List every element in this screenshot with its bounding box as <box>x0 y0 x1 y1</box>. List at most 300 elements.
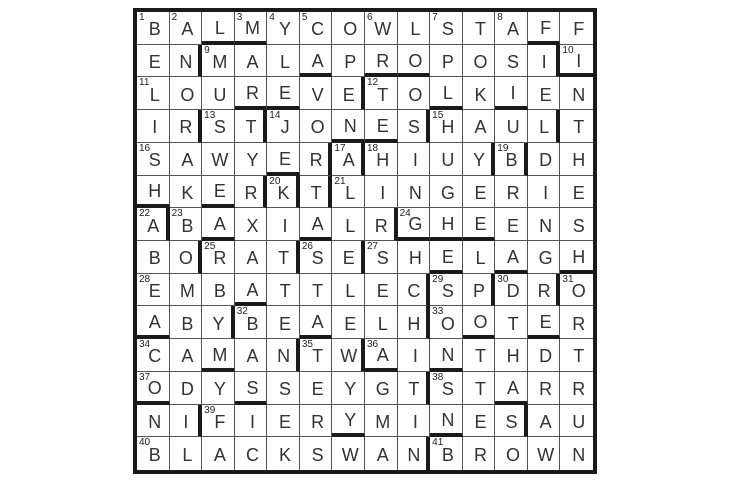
cell-letter: T <box>278 248 290 269</box>
grid-cell <box>300 306 333 339</box>
grid-cell <box>137 405 170 438</box>
grid-cell <box>332 306 365 339</box>
cell-letter: Y <box>246 150 259 171</box>
grid-cell <box>332 405 365 438</box>
grid-cell <box>365 176 398 209</box>
cell-letter: N <box>407 445 421 466</box>
cell-letter: A <box>148 312 161 333</box>
grid-cell <box>495 339 528 372</box>
grid-cell <box>430 12 463 45</box>
cell-letter: C <box>407 281 421 302</box>
cell-letter: E <box>539 84 552 105</box>
grid-cell <box>170 176 203 209</box>
cell-letter: D <box>539 150 553 171</box>
grid-cell <box>495 110 528 143</box>
cell-letter: L <box>280 52 291 73</box>
cell-letter: M <box>375 411 391 432</box>
cell-letter: R <box>311 411 325 432</box>
grid-cell <box>267 77 300 110</box>
grid-cell <box>137 241 170 274</box>
grid-cell <box>267 45 300 78</box>
clue-number: 15 <box>432 110 444 122</box>
grid-cell <box>463 405 496 438</box>
grid-cell <box>398 143 431 176</box>
clue-number: 40 <box>139 437 151 449</box>
cell-letter: B <box>181 215 194 236</box>
grid-cell <box>560 143 593 176</box>
cell-letter: L <box>345 281 356 302</box>
cell-letter: L <box>149 84 160 105</box>
cell-letter: T <box>245 117 257 138</box>
cell-letter: L <box>410 19 421 40</box>
grid-cell <box>170 437 203 470</box>
grid-cell <box>332 45 365 78</box>
clue-number: 12 <box>367 77 379 89</box>
grid-cell <box>235 77 268 110</box>
cell-letter: S <box>507 52 520 73</box>
cell-letter: B <box>181 313 194 334</box>
cell-letter: A <box>181 150 194 171</box>
grid-cell <box>365 274 398 307</box>
grid-cell <box>365 45 398 78</box>
grid-cell <box>365 143 398 176</box>
cell-letter: E <box>474 411 487 432</box>
cell-letter: F <box>573 19 585 40</box>
cell-letter: H <box>148 181 162 202</box>
grid-cell <box>170 110 203 143</box>
cell-letter: A <box>311 312 324 333</box>
cell-letter: G <box>375 379 390 400</box>
clue-number: 13 <box>204 110 216 122</box>
grid-cell <box>398 110 431 143</box>
grid-cell <box>430 372 463 405</box>
grid-cell <box>267 437 300 470</box>
grid-cell <box>170 12 203 45</box>
grid-cell <box>235 45 268 78</box>
grid-cell <box>267 110 300 143</box>
grid-cell <box>202 208 235 241</box>
grid-cell <box>430 274 463 307</box>
cell-letter: S <box>148 150 161 171</box>
grid-cell <box>560 110 593 143</box>
grid-cell <box>267 241 300 274</box>
cell-letter: I <box>541 52 547 73</box>
grid-cell <box>528 77 561 110</box>
grid-cell <box>430 45 463 78</box>
cell-letter: E <box>474 214 487 235</box>
grid-cell <box>170 143 203 176</box>
grid-cell <box>300 77 333 110</box>
cell-letter: N <box>572 445 586 466</box>
grid-cell <box>235 274 268 307</box>
cell-letter: R <box>374 215 388 236</box>
grid-cell <box>463 274 496 307</box>
cell-letter: S <box>311 248 324 269</box>
grid-cell <box>365 77 398 110</box>
clue-number: 21 <box>334 175 346 187</box>
cell-letter: Y <box>212 313 225 334</box>
cell-letter: Y <box>279 19 292 40</box>
cell-letter: K <box>279 445 292 466</box>
grid-cell <box>137 110 170 143</box>
cell-letter: S <box>572 215 585 236</box>
cell-letter: E <box>148 52 161 73</box>
grid-cell <box>365 405 398 438</box>
cell-letter: A <box>311 50 324 71</box>
cell-letter: A <box>181 346 194 367</box>
grid-cell <box>267 12 300 45</box>
grid-cell <box>398 437 431 470</box>
cell-letter: L <box>442 83 453 104</box>
grid-cell <box>560 405 593 438</box>
clue-number: 23 <box>171 208 183 220</box>
cell-letter: G <box>408 214 423 235</box>
grid-cell <box>300 405 333 438</box>
grid-cell <box>332 241 365 274</box>
cell-letter: T <box>279 281 291 302</box>
cell-letter: E <box>279 411 292 432</box>
cell-letter: U <box>506 117 520 138</box>
cell-letter: E <box>507 215 520 236</box>
grid-cell <box>300 241 333 274</box>
cell-letter: U <box>213 84 227 105</box>
cell-letter: L <box>182 445 193 466</box>
grid-cell <box>528 306 561 339</box>
grid-cell <box>463 77 496 110</box>
cell-letter: A <box>147 215 160 236</box>
grid-cell <box>495 405 528 438</box>
grid-cell <box>560 241 593 274</box>
grid-cell <box>137 45 170 78</box>
grid-cell <box>235 405 268 438</box>
grid-cell <box>495 241 528 274</box>
cell-letter: A <box>213 214 226 235</box>
cell-letter: T <box>312 346 324 367</box>
grid-cell <box>202 339 235 372</box>
cell-letter: O <box>473 52 488 73</box>
cell-letter: N <box>277 346 291 367</box>
cell-letter: A <box>246 279 259 300</box>
grid-cell <box>137 77 170 110</box>
grid-cell <box>560 12 593 45</box>
cell-letter: O <box>408 84 423 105</box>
clue-number: 24 <box>399 208 411 220</box>
grid-cell <box>398 208 431 241</box>
cell-letter: I <box>282 215 288 236</box>
grid-cell <box>528 208 561 241</box>
clue-number: 20 <box>269 175 281 187</box>
grid-cell <box>463 372 496 405</box>
cell-letter: I <box>412 411 418 432</box>
clue-number: 35 <box>301 339 313 351</box>
grid-cell <box>267 405 300 438</box>
grid-cell <box>430 437 463 470</box>
cell-letter: A <box>507 19 520 40</box>
grid-cell <box>300 339 333 372</box>
grid-cell <box>528 274 561 307</box>
grid-cell <box>202 110 235 143</box>
cell-letter: A <box>246 248 259 269</box>
grid-cell <box>235 208 268 241</box>
grid-cell <box>300 208 333 241</box>
cell-letter: S <box>441 281 454 302</box>
grid-cell <box>202 372 235 405</box>
clue-number: 33 <box>432 306 444 318</box>
cell-letter: G <box>440 182 455 203</box>
cell-letter: I <box>543 182 549 203</box>
cell-letter: S <box>441 19 454 40</box>
cell-letter: F <box>540 17 552 38</box>
grid-cell <box>235 12 268 45</box>
cell-letter: A <box>246 52 259 73</box>
cell-letter: B <box>246 313 259 334</box>
clue-number: 30 <box>497 273 509 285</box>
grid-cell <box>495 77 528 110</box>
clue-number: 7 <box>432 12 438 23</box>
cell-letter: I <box>510 83 516 104</box>
grid-cell <box>170 77 203 110</box>
grid-cell <box>235 372 268 405</box>
grid-cell <box>495 274 528 307</box>
grid-cell <box>170 405 203 438</box>
cell-letter: G <box>538 248 553 269</box>
cell-letter: L <box>377 313 388 334</box>
grid-cell <box>560 339 593 372</box>
grid-cell <box>202 12 235 45</box>
grid-cell <box>463 110 496 143</box>
grid-cell <box>463 241 496 274</box>
grid-cell <box>528 405 561 438</box>
clue-number: 14 <box>269 110 281 122</box>
cell-letter: N <box>441 410 455 431</box>
cell-letter: B <box>148 445 161 466</box>
cell-letter: R <box>213 248 227 269</box>
clue-number: 27 <box>367 241 379 252</box>
grid-cell <box>332 437 365 470</box>
clue-number: 19 <box>497 142 509 154</box>
grid-cell <box>137 372 170 405</box>
cell-letter: D <box>506 281 520 302</box>
grid-cell <box>495 176 528 209</box>
grid-cell <box>560 437 593 470</box>
cell-letter: T <box>408 379 420 400</box>
cell-letter: H <box>441 214 455 235</box>
clue-number: 26 <box>301 241 313 252</box>
clue-number: 17 <box>334 142 346 154</box>
clue-number: 5 <box>301 12 308 23</box>
grid-cell <box>235 437 268 470</box>
cell-letter: T <box>573 346 585 367</box>
cell-letter: B <box>213 281 226 302</box>
grid-cell <box>495 12 528 45</box>
grid-cell <box>300 45 333 78</box>
cell-letter: S <box>213 117 226 138</box>
clue-number: 28 <box>139 273 151 285</box>
grid-cell <box>463 339 496 372</box>
cell-letter: S <box>441 379 454 400</box>
cell-letter: R <box>245 83 259 104</box>
grid-cell <box>495 208 528 241</box>
clue-number: 38 <box>432 371 444 383</box>
cell-letter: T <box>474 346 486 367</box>
clue-number: 10 <box>562 44 574 56</box>
cell-letter: W <box>374 19 392 40</box>
grid-cell <box>430 405 463 438</box>
cell-letter: I <box>152 117 158 138</box>
grid-cell <box>300 372 333 405</box>
cell-letter: O <box>571 281 586 302</box>
grid-cell <box>463 12 496 45</box>
cell-letter: H <box>441 117 455 138</box>
cell-letter: M <box>212 52 228 73</box>
grid-cell <box>463 208 496 241</box>
grid-cell <box>202 241 235 274</box>
grid-cell <box>528 143 561 176</box>
grid-cell <box>267 176 300 209</box>
cell-letter: R <box>539 379 553 400</box>
grid-cell <box>332 208 365 241</box>
grid-cell <box>137 208 170 241</box>
cell-letter: R <box>376 50 390 71</box>
grid-cell <box>267 306 300 339</box>
cell-letter: T <box>310 182 322 203</box>
cell-letter: B <box>148 19 161 40</box>
clue-number: 32 <box>236 306 248 318</box>
grid-cell <box>365 372 398 405</box>
cell-letter: L <box>214 17 225 38</box>
clue-number: 25 <box>204 241 216 252</box>
clue-number: 39 <box>204 404 216 416</box>
grid-cell <box>365 110 398 143</box>
cell-letter: S <box>246 377 259 398</box>
grid-cell <box>332 372 365 405</box>
grid-cell <box>332 176 365 209</box>
cell-letter: L <box>345 215 356 236</box>
grid-cell <box>300 12 333 45</box>
grid-cell <box>495 143 528 176</box>
cell-letter: A <box>246 346 259 367</box>
cell-letter: E <box>572 182 585 203</box>
grid-cell <box>170 274 203 307</box>
grid-cell <box>332 274 365 307</box>
cell-letter: I <box>380 182 386 203</box>
grid-cell <box>267 208 300 241</box>
grid-cell <box>528 372 561 405</box>
clue-number: 34 <box>139 339 151 351</box>
grid-cell <box>235 110 268 143</box>
grid-cell <box>398 405 431 438</box>
grid-cell <box>528 110 561 143</box>
grid-cell <box>495 306 528 339</box>
grid-cell <box>560 306 593 339</box>
cell-letter: E <box>474 182 487 203</box>
cell-letter: L <box>475 248 486 269</box>
cell-letter: C <box>148 346 162 367</box>
grid-cell <box>235 241 268 274</box>
grid-cell <box>170 306 203 339</box>
cell-letter: W <box>341 445 359 466</box>
cell-letter: O <box>343 19 358 40</box>
grid-cell <box>170 208 203 241</box>
cell-letter: N <box>572 84 586 105</box>
clue-number: 11 <box>139 77 150 89</box>
grid-cell <box>560 45 593 78</box>
grid-cell <box>528 241 561 274</box>
grid-cell <box>332 12 365 45</box>
cell-letter: U <box>441 150 455 171</box>
cell-letter: E <box>279 83 292 104</box>
cell-letter: T <box>507 313 519 334</box>
grid-cell <box>528 437 561 470</box>
cell-letter: S <box>376 248 389 269</box>
grid-cell <box>137 437 170 470</box>
cell-letter: K <box>277 182 290 203</box>
clue-number: 22 <box>139 208 151 220</box>
clue-number: 2 <box>171 12 178 23</box>
clue-number: 16 <box>139 142 151 154</box>
grid-cell <box>332 143 365 176</box>
grid-cell <box>365 306 398 339</box>
cell-letter: R <box>537 281 551 302</box>
grid-cell <box>463 306 496 339</box>
grid-cell <box>430 110 463 143</box>
clue-number: 31 <box>562 273 574 285</box>
grid-cell <box>267 274 300 307</box>
grid-cell <box>137 306 170 339</box>
cell-letter: D <box>539 346 553 367</box>
grid-cell <box>495 437 528 470</box>
grid-cell <box>202 143 235 176</box>
grid-cell <box>202 306 235 339</box>
grid-cell <box>300 274 333 307</box>
grid-cell <box>267 339 300 372</box>
clue-number: 1 <box>139 12 145 23</box>
cell-letter: M <box>212 344 228 365</box>
cell-letter: K <box>181 182 194 203</box>
grid-cell <box>430 176 463 209</box>
grid-cell <box>137 143 170 176</box>
grid-cell <box>528 176 561 209</box>
cell-letter: Y <box>213 379 226 400</box>
cell-letter: I <box>412 346 418 367</box>
grid-cell <box>235 176 268 209</box>
cell-letter: R <box>244 182 258 203</box>
grid-cell <box>267 143 300 176</box>
clue-number: 36 <box>367 339 379 351</box>
cell-letter: B <box>441 445 454 466</box>
cell-letter: E <box>342 248 355 269</box>
grid-cell <box>202 77 235 110</box>
grid-cell <box>430 241 463 274</box>
grid-cell <box>365 339 398 372</box>
cell-letter: I <box>576 50 582 71</box>
cell-letter: P <box>441 52 454 73</box>
grid-cell <box>300 143 333 176</box>
cell-letter: D <box>180 379 194 400</box>
grid-cell <box>430 339 463 372</box>
grid-cell <box>137 339 170 372</box>
cell-letter: W <box>340 346 358 367</box>
cell-letter: A <box>507 246 520 267</box>
grid-cell <box>430 143 463 176</box>
grid-cell <box>528 12 561 45</box>
cell-letter: R <box>473 445 487 466</box>
grid-cell <box>398 241 431 274</box>
cell-letter: A <box>474 117 487 138</box>
grid-cell <box>170 339 203 372</box>
grid-cell <box>430 77 463 110</box>
cell-letter: A <box>376 344 389 365</box>
